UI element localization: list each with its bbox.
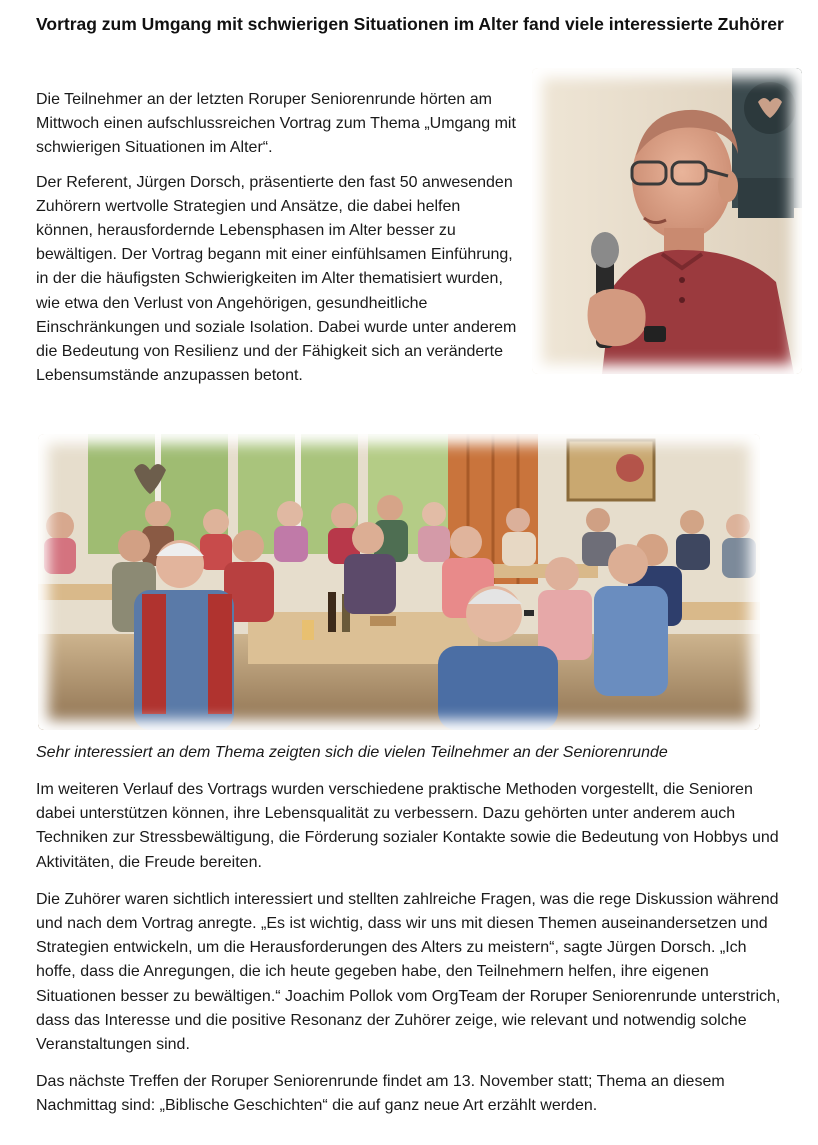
speaker-photo: [532, 68, 802, 374]
body-paragraph: Das nächste Treffen der Roruper Seniorenrunde findet am 13. November statt; Thema an diesem Nachmittag sind: „Biblische Geschichten“ die auf ganz neue Art erzählt werden.: [36, 1073, 725, 1115]
photo-caption: Sehr interessiert an dem Thema zeigten sich die vielen Teilnehmer an der Seniorenrunde: [36, 744, 668, 761]
audience-photo-illustration: [38, 434, 760, 730]
body-section: [36, 778, 790, 1132]
body-paragraph: Die Zuhörer waren sichtlich interessiert und stellten zahlreiche Fragen, was die rege Diskussion während und nach dem Vortrag anregte. „Es ist wichtig, dass wir uns mit diesen Themen auseinandersetzen und Strategien entwickeln, um die Herausforderungen des Alters zu meistern“, sagte Jürgen Dorsch. „Ich hoffe, dass die Anregungen, die ich heute gegeben habe, den Teilnehmern helfen, ihre eigenen Situationen besser zu bewältigen.“ Joachim Pollok vom OrgTeam der Roruper Seniorenrunde unterstrich, dass das Interesse und die positive Resonanz der Zuhörer zeige, wie relevant und notwendig solche Veranstaltungen sind.: [36, 890, 781, 1054]
intro-section: [36, 88, 518, 398]
audience-photo: [38, 434, 760, 730]
article-headline: Vortrag zum Umgang mit schwierigen Situationen im Alter fand viele interessierte Zuhörer: [36, 14, 784, 34]
intro-paragraph: Der Referent, Jürgen Dorsch, präsentierte den fast 50 anwesenden Zuhörern wertvolle Strategien und Ansätze, die dabei helfen können, herausfordernde Lebensphasen im Alter besser zu bewältigen. Der Vortrag begann mit einer einfühlsamen Einführung, in der die häufigsten Schwierigkeiten im Alter thematisiert wurden, wie etwa den Verlust von Angehörigen, gesundheitliche Einschränkungen und soziale Isolation. Dabei wurde unter anderem die Bedeutung von Resilienz und der Fähigkeit sich an veränderte Lebensumstände anzupassen betont.: [36, 173, 517, 385]
intro-paragraph: Die Teilnehmer an der letzten Roruper Seniorenrunde hörten am Mittwoch einen aufschlussreichen Vortrag zum Thema „Umgang mit schwierigen Situationen im Alter“.: [36, 91, 516, 157]
body-paragraph: Im weiteren Verlauf des Vortrags wurden verschiedene praktische Methoden vorgestellt, die Senioren dabei unterstützen können, ihre Lebensqualität zu verbessern. Dazu gehörten unter anderem auch Techniken zur Stressbewältigung, die Förderung sozialer Kontakte sowie die Bedeutung von Hobbys und Aktivitäten, die Freude bereiten.: [36, 781, 779, 871]
speaker-photo-illustration: [532, 68, 802, 374]
